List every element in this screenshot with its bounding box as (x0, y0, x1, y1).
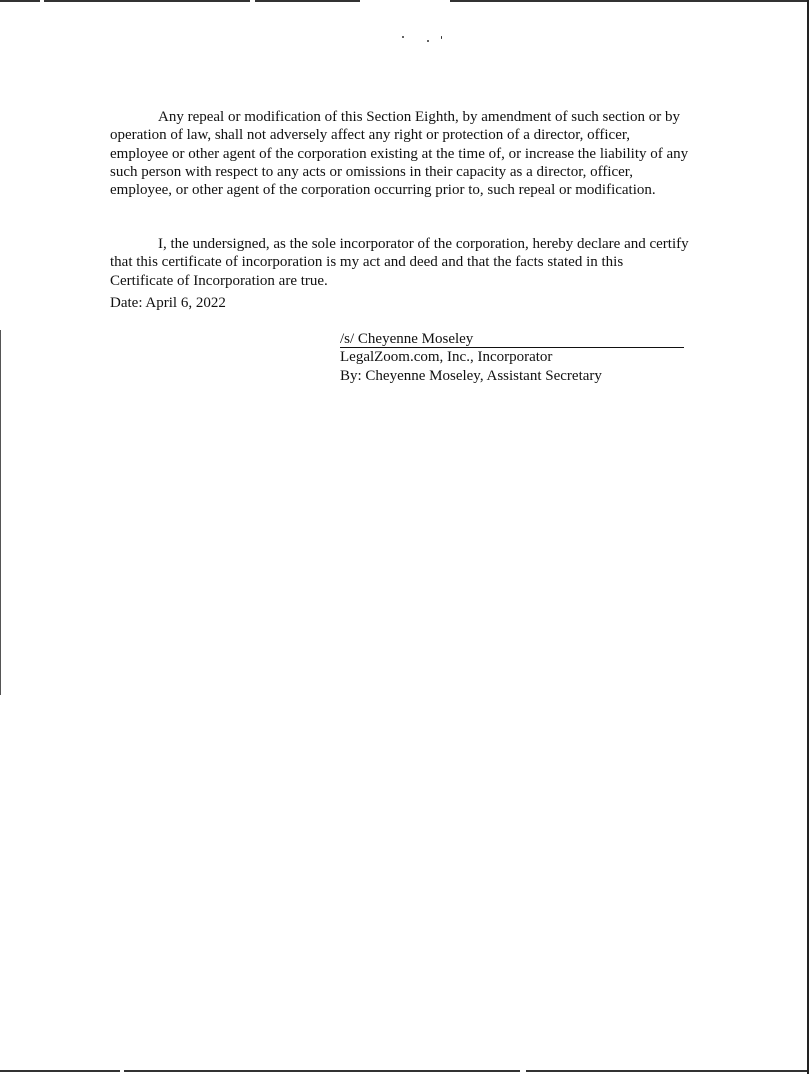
declaration-paragraph (110, 235, 690, 290)
signed-name: /s/ Cheyenne Moseley (340, 331, 474, 347)
signer-title: By: Cheyenne Moseley, Assistant Secretary (340, 367, 602, 384)
repeal-paragraph-text: Any repeal or modification of this Section Eighth, by amendment of such section or by operation of law, shall not adversely affect any right or protection of a director, officer, employee or other agent of the corporation existing at the time of, or increase the liability of any such person with respect to any acts or omissions in their capacity as a director, officer, employee, or other agent of the corporation occurring prior to, such repeal or modification. (110, 109, 689, 199)
signature-block (340, 330, 690, 385)
scan-border-top (0, 0, 809, 2)
incorporator-company: LegalZoom.com, Inc., Incorporator (340, 349, 553, 365)
signature-line (340, 330, 684, 348)
scan-specks (400, 36, 450, 44)
declaration-paragraph-text: I, the undersigned, as the sole incorporator of the corporation, hereby declare and certify that this certificate of incorporation is my act and deed and that the facts stated in this Certificate of Incorporation are true. (110, 236, 689, 289)
repeal-paragraph (110, 108, 690, 199)
scan-border-bottom (0, 1070, 809, 1072)
scan-border-left (0, 330, 1, 695)
date-line: Date: April 6, 2022 (110, 295, 226, 311)
